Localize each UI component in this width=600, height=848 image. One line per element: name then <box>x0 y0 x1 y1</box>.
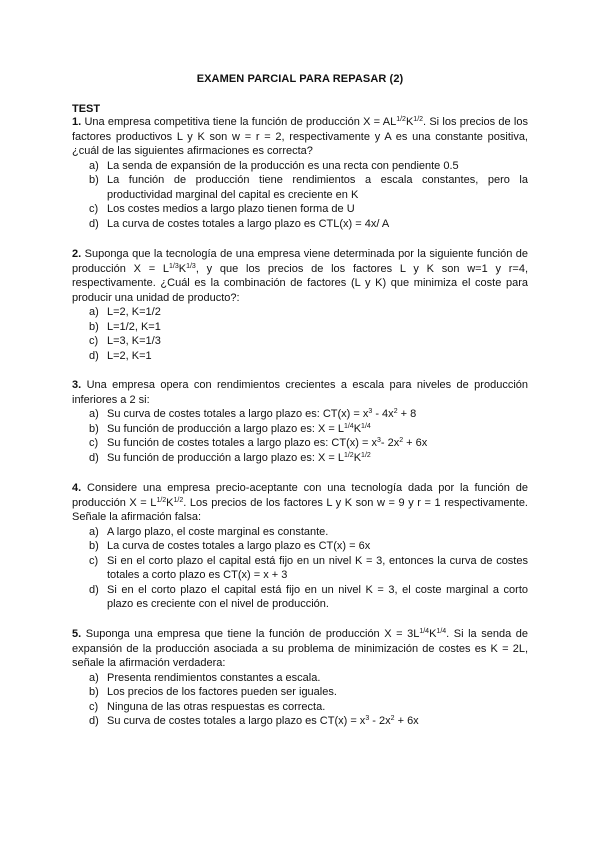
option-text: La función de producción tiene rendimientos a escala constantes, pero la productividad marginal del capital es creciente en K <box>107 174 528 201</box>
question-4-stem <box>72 481 528 525</box>
answer-option-c <box>72 334 528 349</box>
question-4 <box>72 481 528 612</box>
option-label: c) <box>89 554 99 567</box>
option-text: Si en el corto plazo el capital está fijo en un nivel K = 3, el coste marginal a corto plazo es creciente con el nivel de producción. <box>107 583 528 610</box>
option-text: - 4x <box>372 408 394 420</box>
answer-option-c <box>72 700 528 715</box>
option-label: a) <box>89 408 99 420</box>
question-1 <box>72 115 528 231</box>
option-label: d) <box>89 451 99 464</box>
stem-text: . Los precios de los factores L y K son w = 9 y r = 1 respectivamente. Señale la afirmación falsa: <box>72 496 528 523</box>
option-text: - 2x <box>369 715 391 727</box>
option-text: K <box>353 422 362 435</box>
answer-option-d <box>72 349 528 364</box>
exponent: 1/3 <box>186 262 196 270</box>
option-label: d) <box>89 349 99 362</box>
answer-option-c <box>72 436 528 451</box>
page-title: EXAMEN PARCIAL PARA REPASAR (2) <box>196 73 404 85</box>
answer-options <box>72 671 528 729</box>
option-text: + 8 <box>397 408 417 420</box>
exponent: 2 <box>399 437 404 444</box>
question-number: 4. <box>72 482 82 494</box>
exponent: 2 <box>393 408 398 415</box>
option-label: c) <box>89 203 99 215</box>
exponent: 1/2 <box>361 451 371 459</box>
stem-text: K <box>429 628 437 640</box>
option-text: La senda de expansión de la producción es una recta con pendiente 0.5 <box>107 159 459 172</box>
option-label: c) <box>89 437 99 449</box>
exponent: 1/4 <box>419 628 430 635</box>
option-text: A largo plazo, el coste marginal es constante. <box>107 525 329 538</box>
answer-option-c <box>72 554 528 583</box>
question-1-stem <box>72 115 528 159</box>
answer-option-b <box>72 173 528 202</box>
option-label: b) <box>89 320 99 333</box>
answer-option-d <box>72 451 528 466</box>
exponent: 1/4 <box>361 422 371 430</box>
exponent: 3 <box>368 408 373 415</box>
exponent: 3 <box>365 715 370 722</box>
option-text: + 6x <box>394 715 419 727</box>
stem-text: . Si los precios de los factores productivos L y K son w = r = 2, respectivamente y A es una constante positiva, ¿cuál de las siguientes afirmaciones es correcta? <box>72 116 528 157</box>
exponent: 1/2 <box>156 496 167 504</box>
answer-options <box>72 305 528 363</box>
option-label: b) <box>89 540 99 552</box>
option-text: Presenta rendimientos constantes a escala. <box>107 671 321 684</box>
answer-option-a <box>72 159 528 174</box>
stem-text: K <box>178 262 187 275</box>
stem-text: Una empresa opera con rendimientos crecientes a escala para niveles de producción inferiores a 2 si: <box>72 379 528 406</box>
option-label: d) <box>89 715 99 727</box>
option-text: Su curva de costes totales a largo plazo es CT(x) = x <box>107 715 366 727</box>
option-text: La curva de costes totales a largo plazo es CTL(x) = 4x/ A <box>107 217 390 230</box>
answer-option-a <box>72 671 528 686</box>
stem-text: , y que los precios de los factores L y K son w=1 y r=4, respectivamente. ¿Cuál es la combinación de factores (L y K) que minimiza el coste para producir una unidad de producto?: <box>72 262 528 304</box>
option-label: b) <box>89 422 99 435</box>
answer-option-a <box>72 305 528 320</box>
question-3-stem <box>72 378 528 407</box>
question-2-stem <box>72 247 528 305</box>
exponent: 1/4 <box>343 422 354 430</box>
answer-option-b <box>72 422 528 437</box>
answer-options <box>72 407 528 465</box>
question-5-stem <box>72 627 528 671</box>
option-text: + 6x <box>403 437 428 449</box>
option-text: K <box>353 451 362 464</box>
stem-text: Suponga que la tecnología de una empresa viene determinada por la siguiente función de producción X = L <box>72 248 528 275</box>
option-text: L=1/2, K=1 <box>107 320 161 333</box>
option-text: Su función de producción a largo plazo es: X = L <box>107 422 344 435</box>
exponent: 1/2 <box>413 116 424 123</box>
stem-text: Suponga una empresa que tiene la función de producción X = 3L <box>85 628 420 640</box>
stem-text: K <box>405 116 414 128</box>
option-text: Ninguna de las otras respuestas es correcta. <box>107 700 326 713</box>
option-label: a) <box>89 671 99 684</box>
answer-options <box>72 159 528 232</box>
option-text: Su función de costes totales a largo plazo es: CT(x) = x <box>107 437 377 449</box>
option-text: L=2, K=1/2 <box>107 306 161 318</box>
question-2 <box>72 247 528 363</box>
question-3 <box>72 378 528 465</box>
option-label: b) <box>89 686 99 698</box>
option-text: Si en el corto plazo el capital está fijo en un nivel K = 3, entonces la curva de costes totales a corto plazo es CT(x) = x + 3 <box>107 554 528 581</box>
option-text: - 2x <box>380 437 400 449</box>
section-heading: TEST <box>72 103 101 115</box>
option-label: c) <box>89 335 99 347</box>
answer-option-c <box>72 202 528 217</box>
question-number: 5. <box>72 628 82 640</box>
option-label: a) <box>89 159 99 172</box>
answer-options <box>72 525 528 612</box>
option-text: Su curva de costes totales a largo plazo es: CT(x) = x <box>107 408 369 420</box>
question-number: 1. <box>72 116 82 128</box>
option-text: L=2, K=1 <box>107 349 152 362</box>
option-text: Su función de producción a largo plazo es: X = L <box>107 451 344 464</box>
question-number: 3. <box>72 379 82 391</box>
option-text: La curva de costes totales a largo plazo es CT(x) = 6x <box>107 540 371 552</box>
answer-option-d <box>72 714 528 729</box>
answer-option-d <box>72 583 528 612</box>
exponent: 1/4 <box>436 628 447 635</box>
stem-text: Una empresa competitiva tiene la función de producción X = AL <box>84 116 397 128</box>
option-label: c) <box>89 700 99 713</box>
exponent: 1/3 <box>169 262 179 270</box>
option-label: d) <box>89 217 99 230</box>
option-label: d) <box>89 583 99 596</box>
option-text: Los costes medios a largo plazo tienen forma de U <box>107 203 355 215</box>
exponent: 1/2 <box>173 496 184 504</box>
stem-text: . Si la senda de expansión de la producción asociada a su problema de minimización de costes es K = 2L, señale la afirmación verdadera: <box>72 628 528 669</box>
answer-option-a <box>72 407 528 422</box>
exponent: 1/2 <box>343 451 354 459</box>
question-number: 2. <box>72 248 82 260</box>
answer-option-b <box>72 320 528 335</box>
option-label: a) <box>89 306 99 318</box>
option-label: a) <box>89 525 99 538</box>
question-5 <box>72 627 528 729</box>
exponent: 1/2 <box>396 116 406 123</box>
answer-option-b <box>72 685 528 700</box>
option-label: b) <box>89 174 99 186</box>
answer-option-b <box>72 539 528 554</box>
stem-text: Considere una empresa precio-aceptante con una tecnología dada por la función de producción X = L <box>72 482 528 509</box>
exponent: 3 <box>376 437 381 444</box>
exponent: 2 <box>390 715 395 722</box>
option-text: Los precios de los factores pueden ser iguales. <box>107 686 337 698</box>
option-text: L=3, K=1/3 <box>107 335 161 347</box>
answer-option-a <box>72 525 528 540</box>
answer-option-d <box>72 217 528 232</box>
stem-text: K <box>166 496 174 509</box>
